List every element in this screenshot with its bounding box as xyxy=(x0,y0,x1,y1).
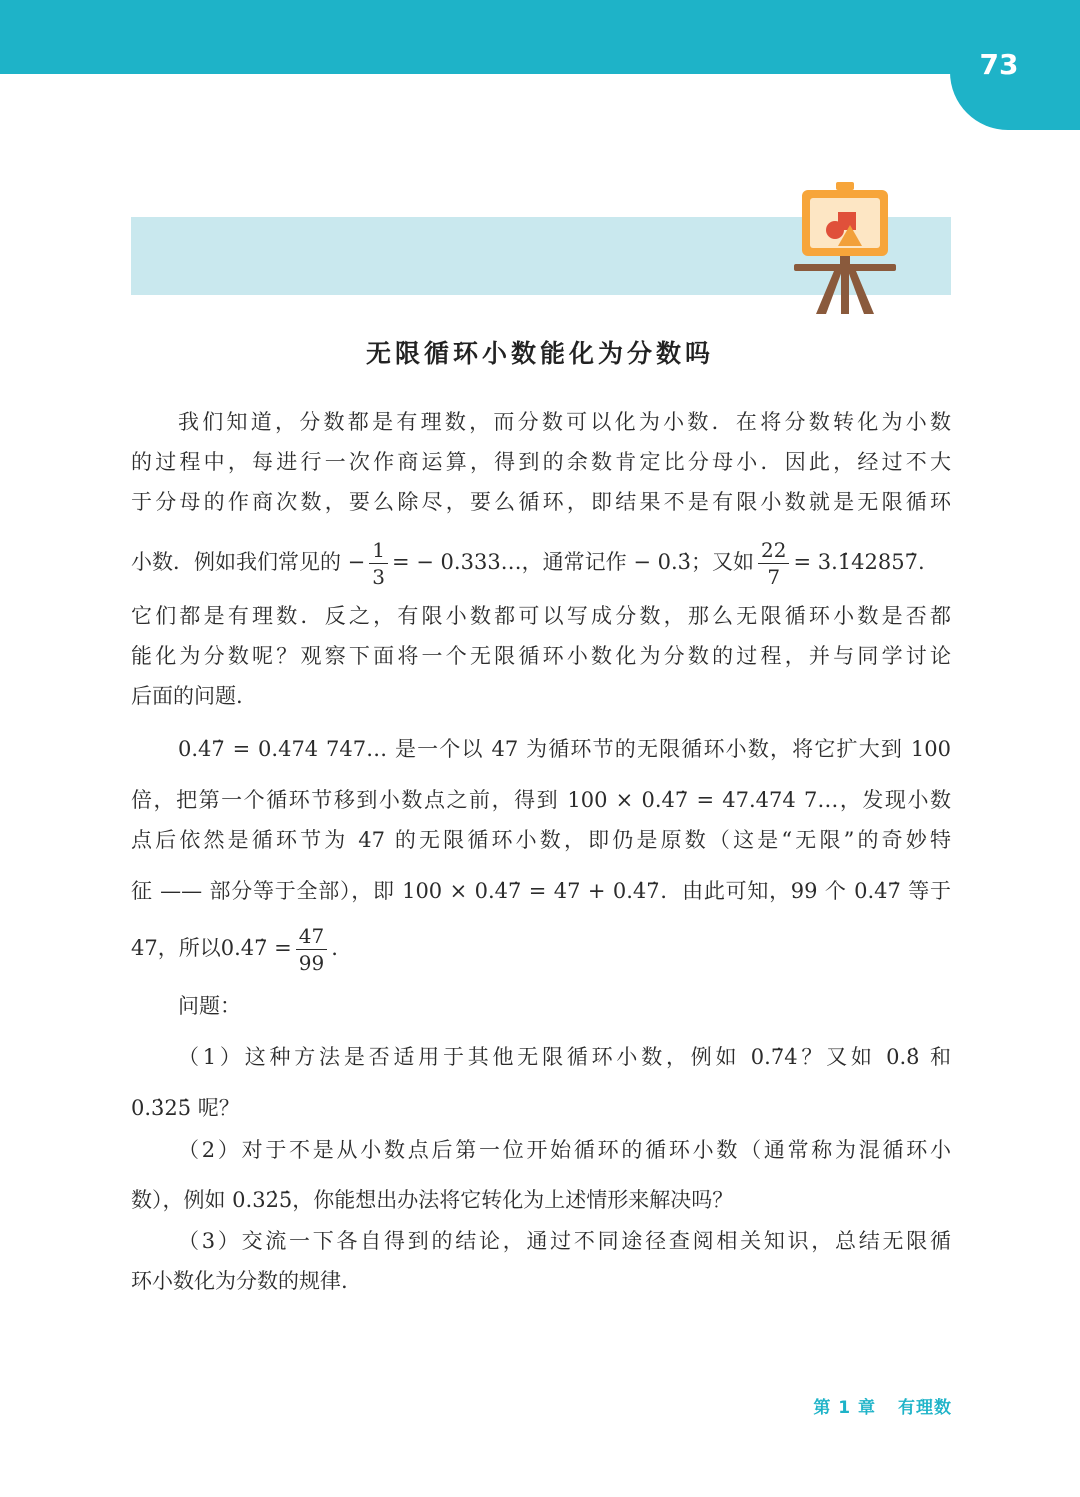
text-segment: . xyxy=(331,936,338,960)
fraction-forty-seven-ninety-ninths xyxy=(296,923,327,976)
paragraph-1-line-5: 它们都是有理数．反之，有限小数都可以写成分数，那么无限循环小数是否都 xyxy=(131,604,951,628)
fraction-denominator: 3 xyxy=(372,565,386,589)
fraction-numerator: 22 xyxy=(758,537,789,564)
paragraph-1-line-2: 的过程中，每进行一次作商运算，得到的余数肯定比分母小．因此，经过不大 xyxy=(131,450,951,474)
fraction-denominator: 7 xyxy=(767,565,781,589)
page-number: 73 xyxy=(979,48,1019,81)
text-segment: 47，所以0.4̇7̇ = xyxy=(131,936,292,960)
top-color-band xyxy=(0,0,1080,74)
text-segment: = 3.1̇42857̇. xyxy=(793,550,925,574)
chapter-title: 有理数 xyxy=(898,1398,952,1418)
paragraph-2-line-3: 点后依然是循环节为 47 的无限循环小数，即仍是原数（这是“无限”的奇妙特 xyxy=(131,828,951,852)
paragraph-1-line-1: 我们知道，分数都是有理数，而分数可以化为小数．在将分数转化为小数 xyxy=(178,410,951,434)
question-2-line-1: （2）对于不是从小数点后第一位开始循环的循环小数（通常称为混循环小 xyxy=(178,1138,951,1162)
text-segment: 小数．例如我们常见的 − xyxy=(131,550,366,574)
paragraph-1-line-7: 后面的问题. xyxy=(131,684,243,708)
fraction-numerator: 1 xyxy=(369,537,388,564)
question-1-line-2: 0.3̇25̇ 呢？ xyxy=(131,1096,240,1120)
paragraph-2-line-2: 倍，把第一个循环节移到小数点之前，得到 100 × 0.4̇7̇ = 47.474 7…，发现小数 xyxy=(131,788,951,812)
paragraph-2-line-5 xyxy=(131,920,951,976)
paragraph-1-line-6: 能化为分数呢？观察下面将一个无限循环小数化为分数的过程，并与同学讨论 xyxy=(131,644,951,668)
question-1-line-1: （1）这种方法是否适用于其他无限循环小数，例如 0.7̇4̇？又如 0.8̇ 和 xyxy=(178,1045,951,1069)
paragraph-2-line-1: 0.4̇7̇ = 0.474 747… 是一个以 47 为循环节的无限循环小数，将它扩大到 100 xyxy=(178,737,951,761)
text-segment: = − 0.333…，通常记作 − 0.3̇；又如 xyxy=(392,550,755,574)
fraction-denominator: 99 xyxy=(298,951,325,975)
questions-title: 问题： xyxy=(178,994,241,1018)
paragraph-1-line-4 xyxy=(131,534,951,590)
easel-icon xyxy=(790,180,900,320)
running-footer xyxy=(813,1393,952,1418)
fraction-one-third xyxy=(369,537,388,590)
chapter-number: 第 1 章 xyxy=(813,1398,876,1418)
paragraph-1-line-3: 于分母的作商次数，要么除尽，要么循环，即结果不是有限小数就是无限循环 xyxy=(131,490,951,514)
fraction-twenty-two-sevenths xyxy=(758,537,789,590)
paragraph-2-line-4: 征 —— 部分等于全部），即 100 × 0.4̇7̇ = 47 + 0.4̇7̇．由此可知，99 个 0.4̇7̇ 等于 xyxy=(131,879,951,903)
question-3-line-2: 环小数化为分数的规律. xyxy=(131,1269,348,1293)
fraction-numerator: 47 xyxy=(296,923,327,950)
section-heading: 无限循环小数能化为分数吗 xyxy=(365,339,714,368)
question-2-line-2: 数），例如 0.32̇5̇，你能想出办法将它转化为上述情形来解决吗？ xyxy=(131,1188,734,1212)
question-3-line-1: （3）交流一下各自得到的结论，通过不同途径查阅相关知识，总结无限循 xyxy=(178,1229,951,1253)
